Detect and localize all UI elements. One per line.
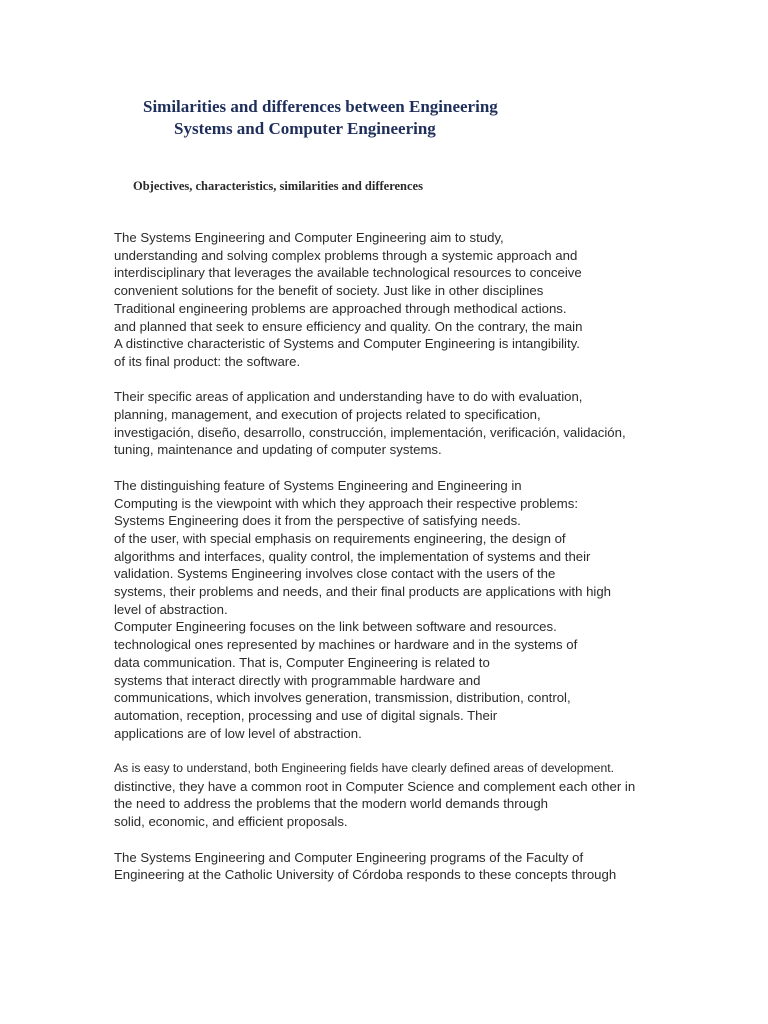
paragraph-line: planning, management, and execution of projects related to specification, <box>114 407 541 423</box>
paragraph-line: Their specific areas of application and understanding have to do with evaluation, <box>114 389 583 405</box>
title-line-2: Systems and Computer Engineering <box>174 119 436 138</box>
paragraph-line: investigación, diseño, desarrollo, construcción, implementación, verificación, validación, <box>114 424 626 440</box>
paragraph-line: The Systems Engineering and Computer Engineering programs of the Faculty of <box>114 849 584 865</box>
paragraph-line: interdisciplinary that leverages the available technological resources to conceive <box>114 265 582 281</box>
paragraph-line: A distinctive characteristic of Systems and Computer Engineering is intangibility. <box>114 336 580 352</box>
paragraph-3 <box>114 477 714 743</box>
paragraph-line: the need to address the problems that the modern world demands through <box>114 796 548 812</box>
paragraph-line: distinctive, they have a common root in Computer Science and complement each other in <box>114 778 636 794</box>
paragraph-line: Engineering at the Catholic University of Córdoba responds to these concepts through <box>114 867 617 883</box>
document-title <box>0 96 672 140</box>
paragraph-2 <box>114 388 714 459</box>
paragraph-line: automation, reception, processing and use of digital signals. Their <box>114 707 498 723</box>
paragraph-line: systems, their problems and needs, and their final products are applications with high <box>114 584 611 600</box>
paragraph-line: level of abstraction. <box>114 601 228 617</box>
document-body <box>114 229 714 884</box>
paragraph-line: convenient solutions for the benefit of society. Just like in other disciplines <box>114 283 544 299</box>
paragraph-line: Computer Engineering focuses on the link between software and resources. <box>114 619 557 635</box>
paragraph-line: systems that interact directly with programmable hardware and <box>114 672 481 688</box>
document-subtitle: Objectives, characteristics, similarities and differences <box>133 179 423 193</box>
paragraph-line: Systems Engineering does it from the perspective of satisfying needs. <box>114 513 521 529</box>
paragraph-line: As is easy to understand, both Engineering fields have clearly defined areas of development. <box>114 761 614 776</box>
paragraph-line: and planned that seek to ensure efficiency and quality. On the contrary, the main <box>114 318 583 334</box>
paragraph-line: The distinguishing feature of Systems Engineering and Engineering in <box>114 477 522 493</box>
paragraph-5 <box>114 849 714 884</box>
paragraph-4 <box>114 760 714 831</box>
paragraph-line: algorithms and interfaces, quality control, the implementation of systems and their <box>114 548 591 564</box>
paragraph-line: applications are of low level of abstraction. <box>114 725 362 741</box>
paragraph-line: solid, economic, and efficient proposals. <box>114 814 348 830</box>
paragraph-line: communications, which involves generation, transmission, distribution, control, <box>114 690 571 706</box>
paragraph-line: of its final product: the software. <box>114 353 301 369</box>
paragraph-line: Computing is the viewpoint with which they approach their respective problems: <box>114 495 578 511</box>
paragraph-line: validation. Systems Engineering involves close contact with the users of the <box>114 566 556 582</box>
paragraph-line: of the user, with special emphasis on requirements engineering, the design of <box>114 530 566 546</box>
paragraph-line: data communication. That is, Computer Engineering is related to <box>114 654 490 670</box>
paragraph-line: understanding and solving complex problems through a systemic approach and <box>114 247 578 263</box>
paragraph-line: The Systems Engineering and Computer Engineering aim to study, <box>114 230 504 245</box>
paragraph-line: tuning, maintenance and updating of computer systems. <box>114 442 442 458</box>
paragraph-1 <box>114 229 714 371</box>
title-line-1: Similarities and differences between Engineering <box>143 97 498 116</box>
paragraph-line: Traditional engineering problems are approached through methodical actions. <box>114 300 567 316</box>
paragraph-line: technological ones represented by machines or hardware and in the systems of <box>114 637 578 653</box>
